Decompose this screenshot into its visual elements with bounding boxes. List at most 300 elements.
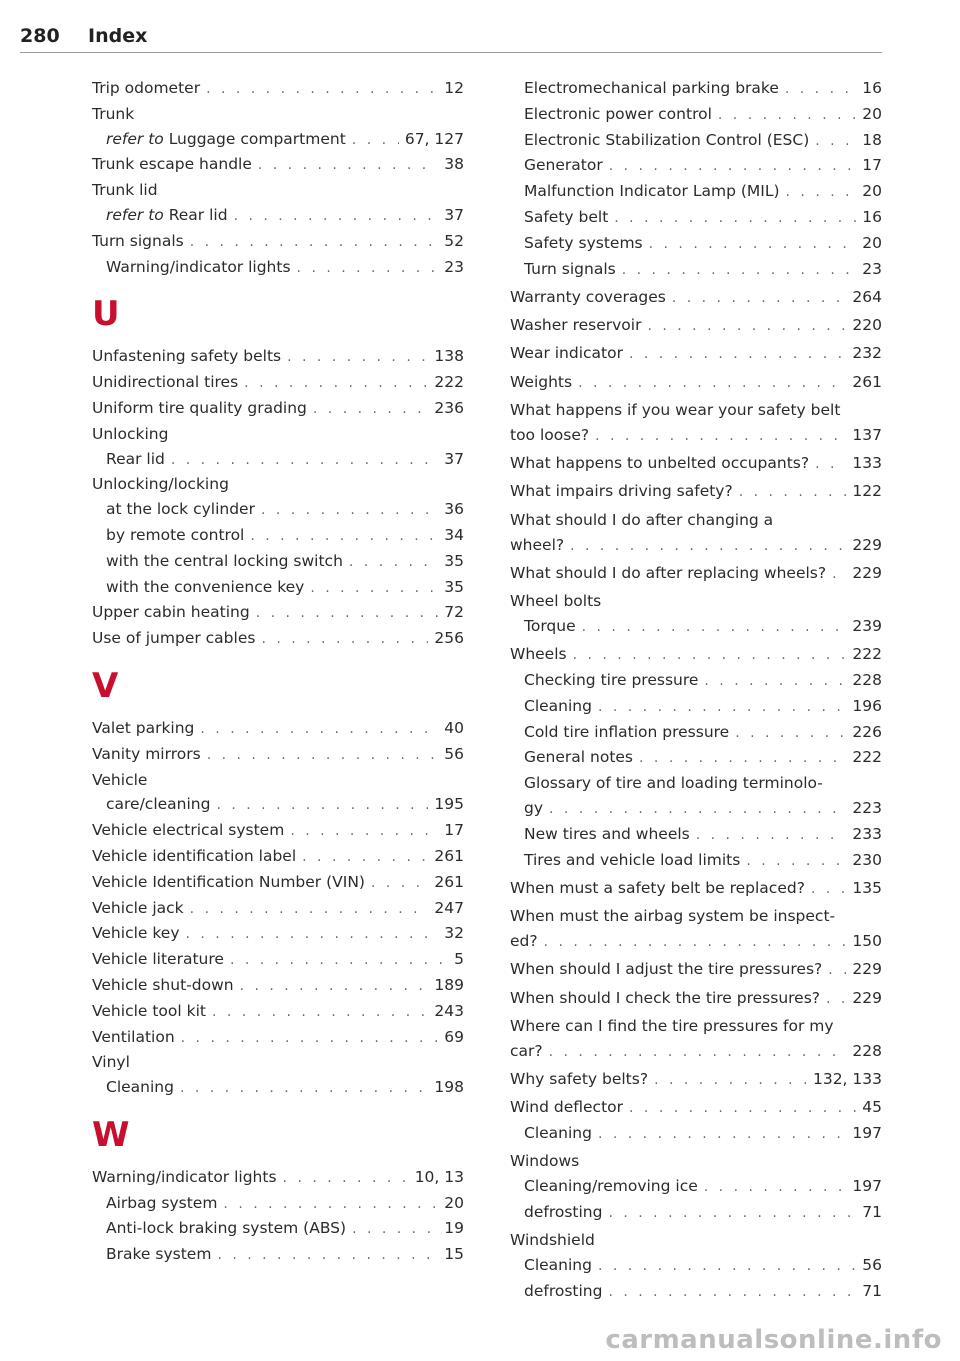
index-entry [92, 1165, 464, 1191]
dot-leader [598, 1254, 856, 1279]
index-entry [92, 716, 464, 742]
index-entry-page: 197 [852, 1124, 882, 1143]
page-header [20, 22, 882, 53]
dot-leader [181, 1026, 439, 1051]
dot-leader [371, 871, 428, 896]
index-entry-label [106, 447, 165, 472]
dot-leader [283, 1166, 409, 1191]
index-entry [510, 1253, 882, 1279]
entry-text: General notes [524, 748, 634, 767]
index-entry-label [510, 957, 822, 982]
index-entry-label [524, 231, 643, 256]
entry-text: ed? [510, 932, 538, 950]
dot-leader [649, 232, 857, 257]
index-entry-label [524, 668, 698, 693]
dot-leader [250, 524, 438, 549]
index-entry-page: 222 [434, 373, 464, 392]
index-entry-page: 67, 127 [404, 129, 464, 148]
entry-text: Electromechanical parking brake [524, 79, 779, 97]
dot-leader [811, 877, 846, 902]
index-entry [510, 1174, 882, 1200]
index-entry-page: 122 [852, 482, 882, 501]
index-entry-page: 150 [852, 932, 882, 950]
index-entry-label [524, 614, 576, 639]
index-entry-label [524, 1174, 698, 1199]
index-entry [92, 178, 464, 203]
index-entry [92, 1025, 464, 1051]
dot-leader [647, 314, 846, 339]
dot-leader [828, 958, 846, 983]
index-entry [92, 1191, 464, 1217]
section-letter-u: U [92, 294, 120, 335]
index-entry-label [92, 947, 224, 972]
dot-leader [234, 204, 439, 229]
dot-leader [261, 498, 438, 523]
index-entry [92, 1242, 464, 1268]
dot-leader [549, 1040, 847, 1065]
index-entry [510, 957, 882, 983]
index-entry-label [106, 255, 291, 280]
index-entry-page: 195 [434, 795, 464, 814]
entry-text: Airbag system [106, 1193, 218, 1212]
index-entry-label [106, 1242, 211, 1267]
entry-text: When must a safety belt be replaced? [510, 878, 805, 897]
index-entry-label [524, 694, 592, 719]
index-entry-label [510, 1228, 595, 1253]
entry-text: at the lock cylinder [106, 500, 255, 519]
dot-leader [200, 717, 438, 742]
index-entry-label [524, 128, 809, 153]
index-entry-label [510, 589, 601, 614]
index-entry-page: 236 [434, 398, 464, 417]
dot-leader [629, 342, 846, 367]
index-entry-label [92, 344, 281, 369]
index-entry-label [510, 1149, 579, 1174]
dot-leader [570, 534, 846, 559]
index-entry [510, 479, 882, 505]
index-entry-page: 32 [444, 924, 464, 943]
index-entry [510, 205, 882, 231]
entry-text: Vehicle shut-down [92, 975, 234, 994]
index-entry [510, 986, 882, 1012]
t-entries [92, 76, 464, 280]
entry-text: Wind deflector [510, 1098, 624, 1117]
index-entry-label [92, 768, 147, 793]
dot-leader [578, 371, 846, 396]
index-entry-label [510, 1095, 623, 1120]
index-entry [510, 745, 882, 771]
entry-text: care/cleaning [106, 795, 211, 814]
index-entry-page: 71 [862, 1202, 882, 1221]
entry-text: Uniform tire quality grading [92, 398, 307, 417]
index-entry-page: 229 [852, 988, 882, 1007]
entry-text: Turn signals [92, 231, 184, 250]
dot-leader [654, 1068, 807, 1093]
index-entry [92, 896, 464, 922]
index-entry-label [106, 792, 210, 817]
dot-leader [696, 823, 847, 848]
index-entry-label [92, 742, 201, 767]
index-entry-page: 133 [852, 454, 882, 473]
section-letter-w: W [92, 1114, 130, 1155]
entry-text: Rear lid [106, 449, 165, 468]
entry-text: Warning/indicator lights [106, 257, 291, 276]
index-entry [510, 1279, 882, 1305]
index-entry-page: 233 [852, 824, 882, 843]
index-entry-label [92, 422, 168, 447]
index-entry [510, 423, 882, 449]
index-entry [92, 844, 464, 870]
index-entry [510, 451, 882, 477]
index-entry-page: 17 [862, 156, 882, 175]
index-entry-page: 261 [434, 846, 464, 865]
entry-text: Warning/indicator lights [92, 1167, 277, 1186]
index-column-left [92, 76, 464, 1268]
index-entry [92, 870, 464, 896]
index-entry [92, 742, 464, 768]
dot-leader [739, 480, 847, 505]
entry-text: Windows [510, 1152, 580, 1171]
dot-leader [261, 627, 428, 652]
index-entry [510, 1200, 882, 1226]
index-entry [92, 549, 464, 575]
index-entry-label [92, 818, 284, 843]
index-entry-label [92, 76, 200, 101]
entry-text: Trunk lid [92, 181, 158, 200]
entry-text: When must the airbag system be inspect- [510, 907, 836, 926]
dot-leader [595, 424, 846, 449]
index-entry-label [92, 973, 234, 998]
index-entry-label [524, 745, 633, 770]
index-entry-page: 137 [852, 425, 882, 444]
index-entry-label [92, 396, 307, 421]
index-entry [510, 1014, 882, 1039]
entry-text: Vehicle key [92, 924, 180, 943]
index-entry-label [92, 600, 250, 625]
entry-text: What impairs driving safety? [510, 482, 733, 501]
index-entry-page: 56 [862, 1256, 882, 1275]
index-entry-page: 198 [434, 1078, 464, 1097]
dot-leader [614, 206, 856, 231]
index-entry-page: 16 [862, 79, 882, 97]
index-entry-page: 36 [444, 500, 464, 519]
index-entry-label [524, 1121, 592, 1146]
index-entry-label [524, 796, 543, 821]
index-entry-page: 247 [434, 898, 464, 917]
index-entry [92, 973, 464, 999]
index-entry [510, 1121, 882, 1147]
index-entry-page: 34 [444, 525, 464, 544]
dot-leader [313, 397, 429, 422]
index-entry-page: 197 [852, 1177, 882, 1196]
index-entry-label [92, 921, 180, 946]
index-entry [510, 231, 882, 257]
index-entry-label [92, 716, 194, 741]
index-entry-page: 40 [444, 718, 464, 737]
dot-leader [629, 1096, 856, 1121]
index-entry-page: 256 [434, 629, 464, 648]
dot-leader [573, 643, 847, 668]
index-entry-label [524, 1200, 602, 1225]
index-entry-label [510, 313, 641, 338]
v-entries [92, 716, 464, 1101]
index-entry-label [92, 1165, 277, 1190]
entry-text: Warranty coverages [510, 287, 666, 306]
index-entry-label [524, 179, 780, 204]
index-entry [510, 153, 882, 179]
index-entry-page: 17 [444, 821, 464, 840]
index-entry [510, 76, 882, 102]
dot-leader [815, 452, 846, 477]
entry-text: Unidirectional tires [92, 373, 239, 392]
index-entry-page: 37 [444, 449, 464, 468]
entry-text: Vehicle tool kit [92, 1001, 206, 1020]
entry-text: wheel? [510, 535, 565, 554]
entry-text: Cleaning [524, 1124, 592, 1143]
index-entry-page: 38 [444, 155, 464, 174]
dot-leader [310, 576, 438, 601]
index-entry-page: 228 [852, 671, 882, 690]
entry-text: Generator [524, 156, 603, 175]
index-entry-label [106, 523, 244, 548]
index-entry [510, 1228, 882, 1253]
index-entry-label [92, 999, 206, 1024]
entry-text: Where can I find the tire pressures for my [510, 1016, 834, 1035]
dot-leader [622, 258, 857, 283]
dot-leader [609, 154, 857, 179]
entry-text: Unfastening safety belts [92, 347, 282, 366]
entry-text: Trip odometer [92, 79, 201, 97]
index-entry-page: 5 [454, 950, 464, 969]
index-entry-page: 37 [444, 205, 464, 224]
entry-text: Glossary of tire and loading terminolo- [524, 774, 823, 793]
entry-text: Ventilation [92, 1027, 175, 1046]
entry-text: Tires and vehicle load limits [524, 850, 741, 869]
dot-leader [240, 974, 429, 999]
index-entry [510, 285, 882, 311]
entry-text: Cleaning [106, 1078, 174, 1097]
index-entry [510, 614, 882, 640]
index-entry [92, 396, 464, 422]
index-entry-label [106, 549, 343, 574]
index-entry [92, 472, 464, 497]
index-entry [92, 1216, 464, 1242]
index-entry-page: 52 [444, 231, 464, 250]
index-entry-page: 18 [862, 130, 882, 149]
entry-text: Safety belt [524, 207, 609, 226]
index-entry-page: 229 [852, 563, 882, 582]
dot-leader [746, 849, 846, 874]
dot-leader [704, 1175, 847, 1200]
entry-text: Vehicle jack [92, 898, 184, 917]
index-entry-label [106, 1191, 217, 1216]
index-entry-page: 71 [862, 1281, 882, 1300]
index-entry-label [510, 1014, 834, 1039]
index-entry-label [106, 203, 228, 228]
dot-leader [832, 562, 846, 587]
index-entry [510, 370, 882, 396]
index-entry [510, 102, 882, 128]
index-entry-label [106, 1075, 174, 1100]
entry-text: Turn signals [524, 259, 616, 278]
index-entry-page: 196 [852, 696, 882, 715]
index-entry [92, 999, 464, 1025]
entry-text: Brake system [106, 1245, 212, 1264]
index-entry-page: 261 [852, 372, 882, 391]
index-entry-label [92, 370, 238, 395]
index-entry-page: 243 [434, 1001, 464, 1020]
index-entry-label [510, 479, 733, 504]
index-entry [510, 848, 882, 874]
index-entry [510, 1095, 882, 1121]
entry-text: What should I do after replacing wheels? [510, 563, 827, 582]
dot-leader [718, 103, 856, 128]
index-entry-page: 232 [852, 344, 882, 363]
entry-text: defrosting [524, 1202, 603, 1221]
index-entry-page: 56 [444, 744, 464, 763]
index-entry-page: 222 [852, 645, 882, 664]
entry-text: Cleaning [524, 696, 592, 715]
index-entry-page: 261 [434, 872, 464, 891]
index-entry-label [510, 285, 666, 310]
index-entry [510, 341, 882, 367]
index-entry-label [106, 575, 304, 600]
entry-text: Weights [510, 372, 573, 391]
dot-leader [258, 153, 438, 178]
dot-leader [190, 230, 439, 255]
index-entry-label [510, 1067, 648, 1092]
dot-leader [598, 695, 846, 720]
index-entry-page: 132, 133 [812, 1069, 882, 1088]
dot-leader [190, 897, 429, 922]
index-entry-page: 264 [852, 287, 882, 306]
index-entry [510, 179, 882, 205]
refer-to-text: refer to [106, 129, 164, 148]
dot-leader [704, 669, 846, 694]
index-entry-page: 230 [852, 850, 882, 869]
index-entry [92, 792, 464, 818]
section-letter-v: V [92, 665, 119, 706]
index-entry [510, 257, 882, 283]
index-entry-page: 19 [444, 1219, 464, 1238]
index-entry [92, 600, 464, 626]
index-entry [92, 229, 464, 255]
index-entry-label [524, 848, 740, 873]
dot-leader [672, 286, 847, 311]
index-entry-label [510, 508, 773, 533]
index-entry [92, 152, 464, 178]
index-entry-label [524, 76, 779, 101]
entry-text: Why safety belts? [510, 1069, 649, 1088]
dot-leader [598, 1122, 846, 1147]
index-entry-page: 12 [444, 79, 464, 97]
dot-leader [290, 819, 438, 844]
entry-text: Vehicle literature [92, 950, 224, 969]
index-entry-label [510, 370, 572, 395]
dot-leader [186, 922, 439, 947]
index-entry-label [92, 1050, 130, 1075]
entry-text: Vehicle Identification Number (VIN) [92, 872, 365, 891]
entry-text: Rear lid [163, 205, 228, 224]
index-entry-page: 135 [852, 878, 882, 897]
index-entry-label [524, 771, 823, 796]
dot-leader [302, 845, 428, 870]
entry-text: Wheel bolts [510, 592, 602, 611]
index-entry-page: 20 [862, 233, 882, 252]
index-entry [510, 904, 882, 929]
dot-leader [785, 77, 856, 102]
index-entry-page: 10, 13 [414, 1167, 464, 1186]
index-entry-label [510, 1039, 543, 1064]
index-entry-label [510, 341, 623, 366]
index-entry [510, 533, 882, 559]
entry-text: Anti-lock braking system (ABS) [106, 1219, 347, 1238]
index-entry-page: 35 [444, 577, 464, 596]
dot-leader [608, 1201, 856, 1226]
index-entry-label [92, 102, 134, 127]
index-entry-label [524, 257, 616, 282]
entry-text: Wheels [510, 645, 567, 664]
dot-leader [206, 77, 438, 102]
dot-leader [815, 129, 856, 154]
entry-text: Trunk escape handle [92, 155, 252, 174]
index-entry-label [106, 127, 346, 152]
dot-leader [223, 1192, 438, 1217]
entry-text: Vanity mirrors [92, 744, 201, 763]
index-entry-label [106, 497, 255, 522]
w-entries [92, 1165, 464, 1268]
dot-leader [212, 1000, 428, 1025]
index-entry-page: 72 [444, 603, 464, 622]
index-entry-page: 226 [852, 722, 882, 741]
index-entry-label [510, 642, 567, 667]
index-entry-label [510, 904, 835, 929]
entry-text: Upper cabin heating [92, 603, 250, 622]
index-entry [510, 128, 882, 154]
dot-leader [735, 721, 846, 746]
index-entry [510, 668, 882, 694]
dot-leader [297, 256, 439, 281]
index-entry-label [510, 398, 840, 423]
index-entry-page: 23 [444, 257, 464, 276]
dot-leader [549, 797, 846, 822]
entry-text: defrosting [524, 1281, 603, 1300]
index-entry-page: 20 [444, 1193, 464, 1212]
entry-text: Torque [524, 616, 576, 635]
index-entry-label [92, 1025, 175, 1050]
entry-text: Unlocking/locking [92, 475, 229, 494]
dot-leader [639, 746, 846, 771]
index-entry-label [510, 533, 564, 558]
dot-leader [352, 1217, 438, 1242]
index-entry-label [92, 178, 158, 203]
index-entry [92, 947, 464, 973]
entry-text: Washer reservoir [510, 316, 642, 335]
index-entry-label [92, 626, 255, 651]
index-entry [510, 1149, 882, 1174]
index-entry-page: 15 [444, 1245, 464, 1264]
index-entry [510, 876, 882, 902]
dot-leader [826, 987, 846, 1012]
entry-text: Checking tire pressure [524, 671, 699, 690]
entry-text: Vehicle electrical system [92, 821, 285, 840]
index-entry [92, 344, 464, 370]
index-entry-page: 16 [862, 207, 882, 226]
index-entry-label [510, 986, 820, 1011]
index-column-right [510, 76, 882, 1305]
page-number: 280 [20, 25, 60, 47]
entry-text: Valet parking [92, 718, 195, 737]
